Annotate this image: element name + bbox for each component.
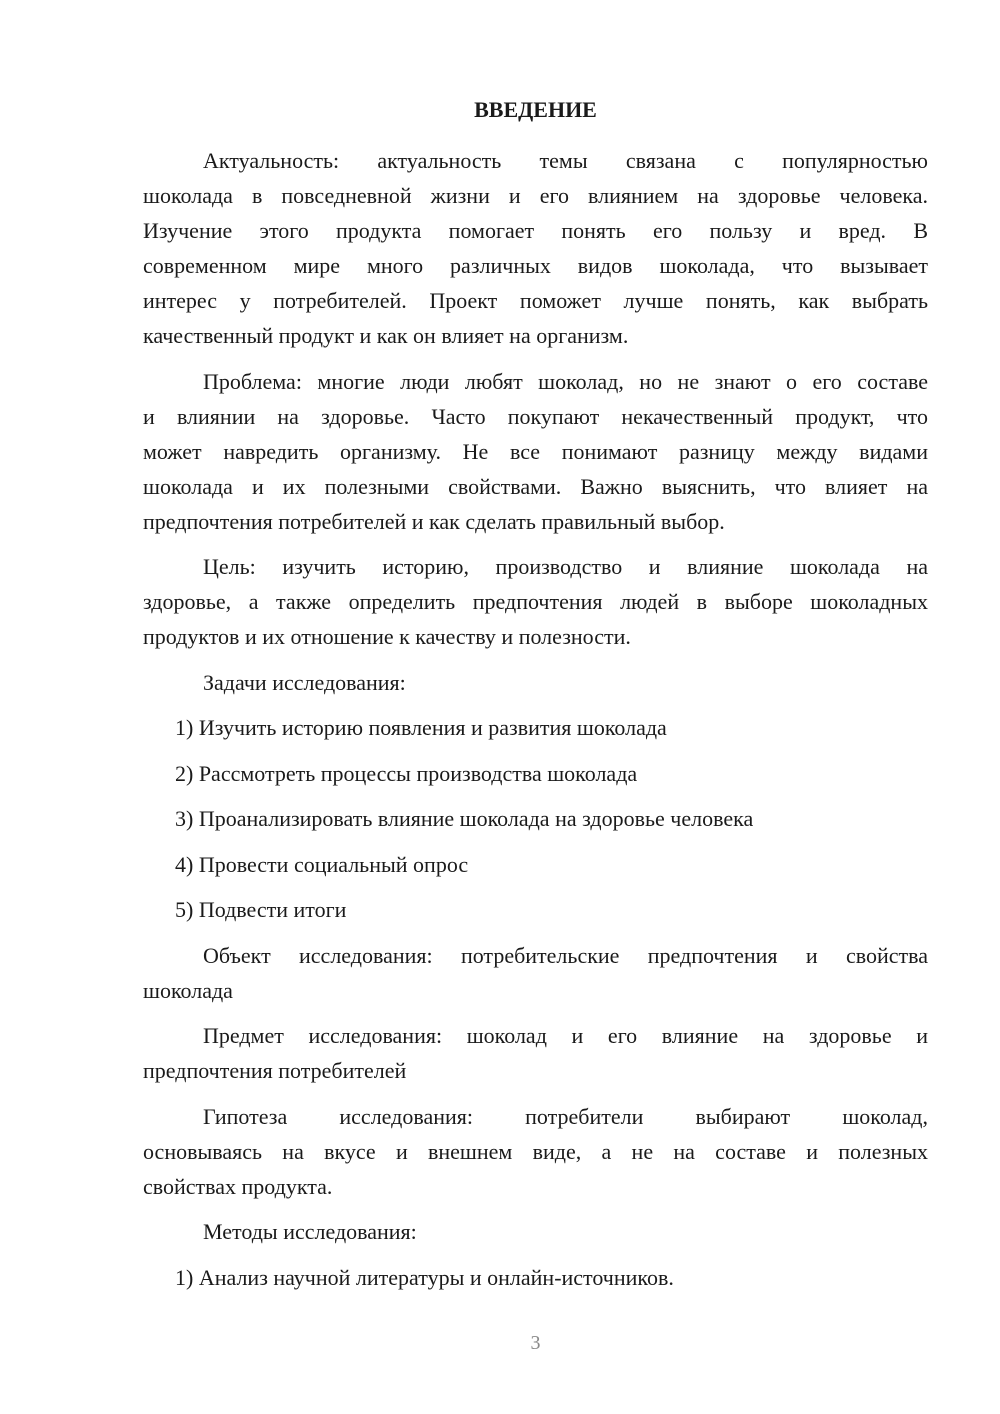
page-title: ВВЕДЕНИЕ <box>474 97 597 122</box>
list-item <box>143 892 928 927</box>
text-line: 1) Анализ научной литературы и онлайн-источников. <box>175 1264 674 1290</box>
text-line: шоколада и их полезными свойствами. Важно выяснить, что влияет на <box>143 473 928 499</box>
list-item <box>143 710 928 745</box>
text-line: 2) Рассмотреть процессы производства шоколада <box>175 760 638 786</box>
text-line: Изучение этого продукта помогает понять его пользу и вред. В <box>143 218 928 243</box>
text-line: Цель: изучить историю, производство и влияние шоколада на <box>203 554 928 579</box>
text-line: качественный продукт и как он влияет на организм. <box>143 323 629 348</box>
text-line: предпочтения потребителей <box>143 1058 407 1083</box>
paragraph <box>143 665 928 700</box>
text-line: современном мире много различных видов шоколада, что вызывает <box>143 253 928 278</box>
text-line: может навредить организму. Не все понимают разницу между видами <box>143 438 928 464</box>
list-item <box>143 847 928 882</box>
text-line: 3) Проанализировать влияние шоколада на здоровье человека <box>175 806 754 831</box>
text-line: Проблема: многие люди любят шоколад, но не знают о его составе <box>203 368 928 394</box>
list-item <box>143 756 928 791</box>
text-line: основываясь на вкусе и внешнем виде, а не на составе и полезных <box>143 1138 928 1164</box>
text-line: продуктов и их отношение к качеству и полезности. <box>143 624 631 649</box>
text-line: здоровье, а также определить предпочтения людей в выборе шоколадных <box>143 589 928 614</box>
text-line: шоколада в повседневной жизни и его влиянием на здоровье человека. <box>143 183 928 208</box>
text-line: Актуальность: актуальность темы связана с популярностью <box>203 148 928 173</box>
text-line: Методы исследования: <box>203 1219 417 1244</box>
text-line: 4) Провести социальный опрос <box>175 851 469 877</box>
paragraph <box>143 364 928 539</box>
text-line: шоколада <box>143 977 233 1003</box>
paragraph <box>143 1214 928 1249</box>
text-line: предпочтения потребителей и как сделать правильный выбор. <box>143 508 725 534</box>
page-number: 3 <box>530 1332 541 1354</box>
text-line: свойствах продукта. <box>143 1173 333 1199</box>
paragraph <box>143 1018 928 1088</box>
list-item <box>143 801 928 836</box>
document-body <box>143 143 928 1305</box>
list-item <box>143 1260 928 1295</box>
paragraph <box>143 549 928 654</box>
text-line: Гипотеза исследования: потребители выбирают шоколад, <box>203 1103 928 1129</box>
text-line: Задачи исследования: <box>203 669 406 695</box>
text-line: Предмет исследования: шоколад и его влияние на здоровье и <box>203 1023 928 1048</box>
paragraph <box>143 1099 928 1204</box>
text-line: Объект исследования: потребительские предпочтения и свойства <box>203 942 928 968</box>
paragraph <box>143 938 928 1008</box>
text-line: интерес у потребителей. Проект поможет лучше понять, как выбрать <box>143 288 928 313</box>
paragraph <box>143 143 928 353</box>
text-line: 5) Подвести итоги <box>175 897 347 922</box>
text-line: и влиянии на здоровье. Часто покупают некачественный продукт, что <box>143 403 928 429</box>
text-line: 1) Изучить историю появления и развития шоколада <box>175 715 667 740</box>
